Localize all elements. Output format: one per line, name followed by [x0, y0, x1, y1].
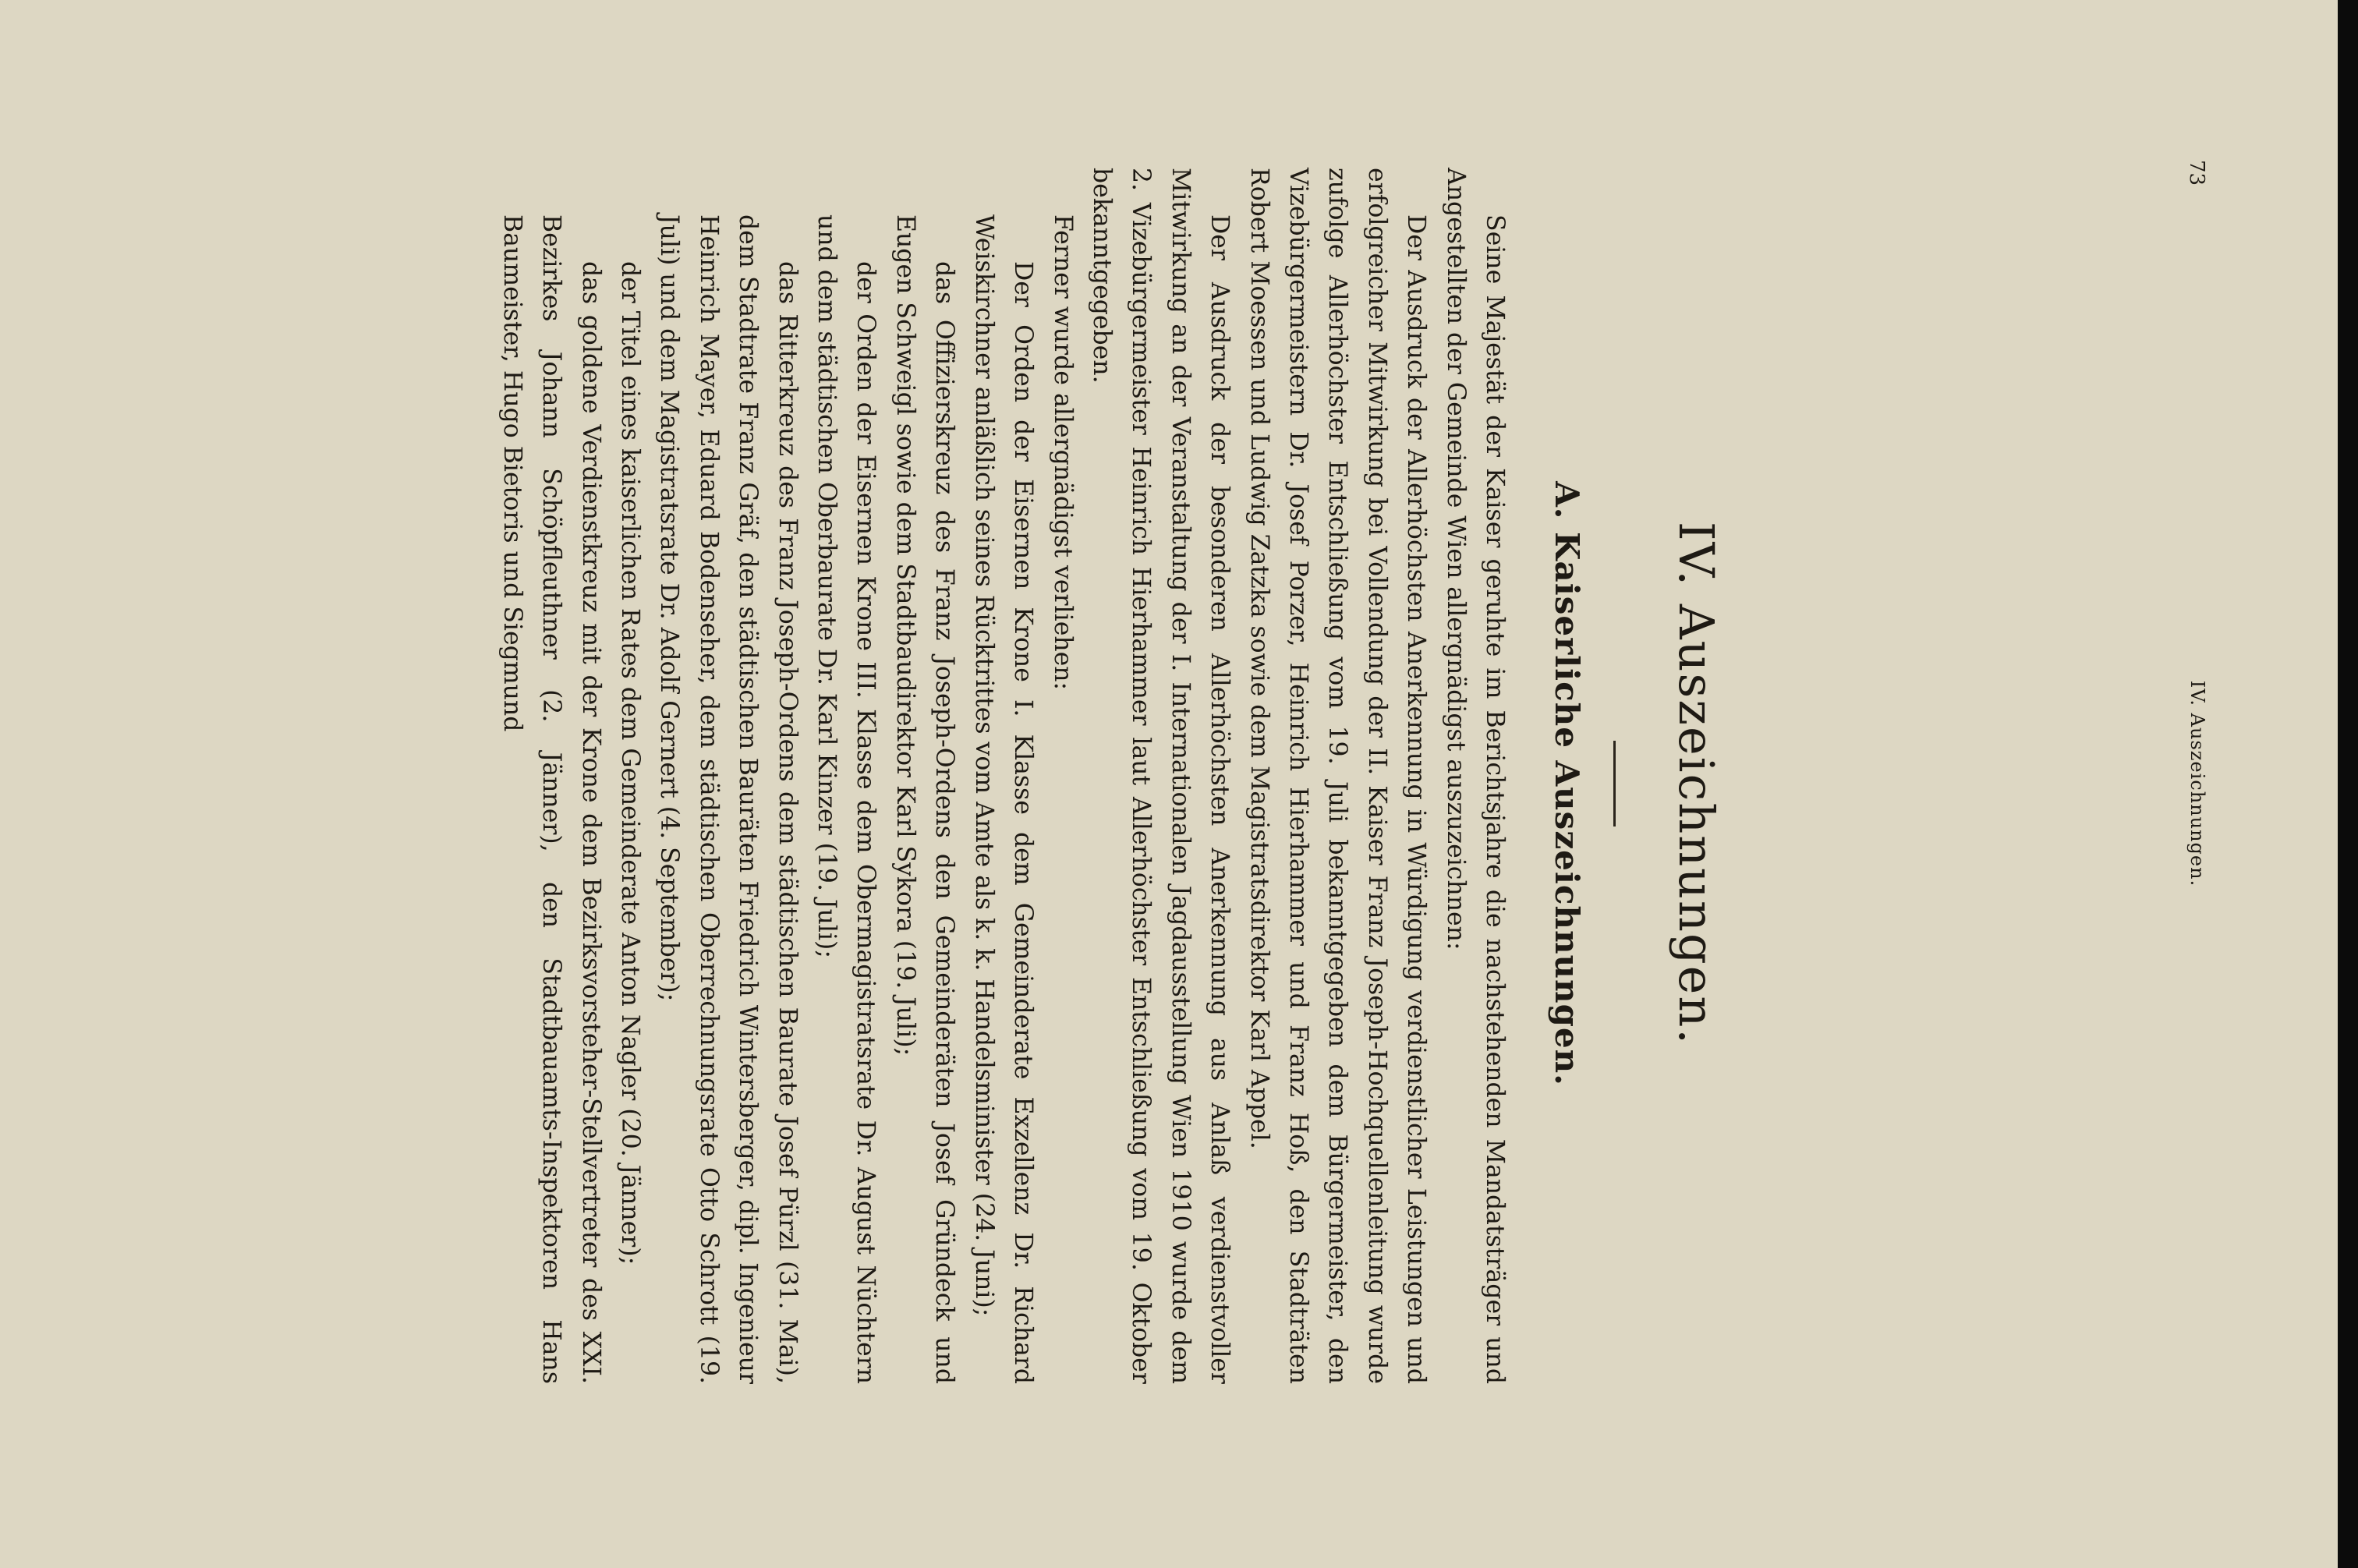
paragraph: Ferner wurde allergnädigst verliehen:: [1048, 214, 1077, 691]
paragraph: Der Orden der Eisernen Krone I. Klasse dem Gemeinderate Exzellenz Dr. Richard Weiskirchner anläßlich seines Rücktrittes vom Amte als k. k. Handelsminister (24. Juni);: [969, 214, 1038, 1384]
section-title: A. Kaiserliche Auszeichnungen.: [1548, 481, 1586, 1086]
paragraph: das goldene Verdienstkreuz mit der Krone dem Bezirksvorsteher-Stellvertreter des XXI. Bezirkes Johann Schöpfleuthner (2. Jänner), den Stadtbauamts-Inspektoren Hans Baumeister, Hugo Bietoris und Siegmund: [497, 214, 605, 1384]
paragraph: der Titel eines kaiserlichen Rates dem Gemeinderate Anton Nagler (20. Jänner);: [616, 261, 645, 1265]
paragraph: Seine Majestät der Kaiser geruhte im Berichtsjahre die nachstehenden Mandatsträger und Angestellten der Gemeinde Wien allergnädigst auszuzeichnen:: [1441, 168, 1509, 1384]
paragraph: der Orden der Eisernen Krone III. Klasse dem Obermagistratsrate Dr. August Nüchtern und dem städtischen Oberbaurate Dr. Karl Kinzer (19. Juli);: [813, 214, 880, 1384]
page-number: 73: [2185, 160, 2208, 186]
running-head-title: IV. Auszeichnungen.: [2186, 680, 2208, 887]
paragraph: das Offizierskreuz des Franz Joseph-Ordens den Gemeinderäten Josef Gründeck und Eugen Schweigl sowie dem Stadtbaudirektor Karl Sykora (19. Juli);: [890, 214, 959, 1384]
chapter-title: IV. Auszeichnungen.: [1668, 521, 1725, 1046]
paragraph: Der Ausdruck der Allerhöchsten Anerkennung in Würdigung verdienstlicher Leistungen und erfolgreicher Mitwirkung bei Vollendung der II. Kaiser Franz Joseph-Hochquellenleitung wurde zufolge Allerhöchster Entschließung vom 19. Juli bekanntgegeben dem Bürgermeister, den Vizebürgermeistern Dr. Josef Porzer, Heinrich Hierhammer und Franz Hoß, den Stadträten Robert Moessen und Ludwig Zatzka sowie dem Magistratsdirektor Karl Appel.: [1244, 168, 1431, 1384]
paragraph: das Ritterkreuz des Franz Joseph-Ordens dem städtischen Baurate Josef Pürzl (31. Mai), dem Stadtrate Franz Gräf, den städtischen Bauräten Friedrich Wintersberger, dipl. Ingenieur Heinrich Mayer, Eduard Bodenseher, dem städtischen Oberrechnungsrate Otto Schrott (19. Juli) und dem Magistratsrate Dr. Adolf Gernert (4. September);: [655, 214, 802, 1384]
running-head: [2177, 51, 2208, 1517]
paragraph: Der Ausdruck der besonderen Allerhöchsten Anerkennung aus Anlaß verdienstvoller Mitwirkung an der Veranstaltung der I. Internationalen Jagdausstellung Wien 1910 wurde dem 2. Vizebürgermeister Heinrich Hierhammer laut Allerhöchster Entschließung vom 19. Oktober bekanntgegeben.: [1087, 168, 1234, 1384]
title-divider: [1613, 741, 1616, 826]
rotated-page-content: [56, 51, 2302, 1517]
body-text: [492, 168, 1514, 1384]
